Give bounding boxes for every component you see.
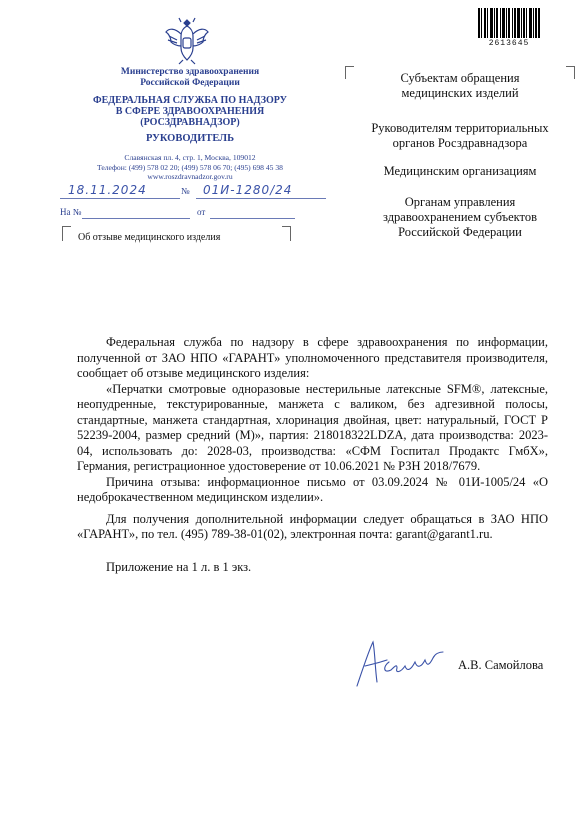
letter-body <box>77 335 548 575</box>
website: www.roszdravnadzor.gov.ru <box>147 172 233 181</box>
service-name: ФЕДЕРАЛЬНАЯ СЛУЖБА ПО НАДЗОРУ В СФЕРЕ ЗДРАВООХРАНЕНИЯ (РОСЗДРАВНАДЗОР) <box>93 95 287 128</box>
number-line <box>196 198 326 199</box>
registration-date: 18.11.2024 <box>68 183 147 197</box>
subject-corner-left <box>62 226 71 241</box>
paragraph-reason: Причина отзыва: информационное письмо от 03.09.2024 № 01И-1005/24 «О недоброкачественном медицинском изделии». <box>77 474 548 504</box>
subject-corner-right <box>282 226 291 241</box>
recipient-1: Субъектам обращения медицинских изделий <box>400 71 520 100</box>
reference-date-line <box>210 218 295 219</box>
recipient-2: Руководителям территориальных органов Росздравнадзора <box>371 121 549 150</box>
reference-line <box>82 218 190 219</box>
registration-number: 01И-1280/24 <box>203 183 293 197</box>
number-label: № <box>181 186 190 196</box>
paragraph-attachment: Приложение на 1 л. в 1 экз. <box>106 559 252 574</box>
ministry-name: Министерство здравоохранения Российской Федерации <box>120 67 260 88</box>
recipient-corner-left <box>345 66 354 79</box>
signatory-name: А.В. Самойлова <box>458 658 544 672</box>
barcode-number: 2613645 <box>488 39 530 48</box>
paragraph-contact: Для получения дополнительной информации следует обращаться в ЗАО НПО «ГАРАНТ», по тел. (495) 789-38-01(02), электронная почта: garant@garant1.ru. <box>77 511 548 541</box>
signatory-position: РУКОВОДИТЕЛЬ <box>145 133 235 144</box>
date-line <box>60 198 180 199</box>
recipient-3: Медицинским организациям <box>383 164 537 178</box>
contact-block <box>60 153 320 182</box>
barcode <box>478 8 540 38</box>
recipient-4: Органам управления здравоохранением субъектов Российской Федерации <box>382 195 537 239</box>
reference-label: На № <box>60 207 82 217</box>
address: Славянская пл. 4, стр. 1, Москва, 109012 <box>124 153 256 162</box>
reference-from-label: от <box>197 207 206 217</box>
paragraph-device: «Перчатки смотровые одноразовые нестерильные латексные SFM®, латексные, неопудренные, текстурированные, манжета с валиком, без адгезивной полосы, стандартные, манжета стандартная, хлоринация двойная, цвет: натуральный, ГОСТ Р 52239-2004, размер средний (M)», партия: 218018322LDZA, дата производства: 2023-04, использовать до: 2028-03, производства: «СФМ Госпитал Продактс ГмбХ», Германия, регистрационное удостоверение от 10.06.2021 № РЗН 2018/7679. <box>77 381 548 473</box>
phones: Телефон: (499) 578 02 20; (499) 578 06 70; (495) 698 45 38 <box>97 162 283 172</box>
recipient-corner-right <box>566 66 575 79</box>
subject-line: Об отзыве медицинского изделия <box>78 232 221 243</box>
handwritten-signature <box>347 638 447 690</box>
paragraph-intro: Федеральная служба по надзору в сфере здравоохранения по информации, полученной от ЗАО НПО «ГАРАНТ» уполномоченного представителя производителя, сообщает об отзыве медицинского изделия: <box>77 335 548 380</box>
coat-of-arms-emblem <box>163 14 211 66</box>
